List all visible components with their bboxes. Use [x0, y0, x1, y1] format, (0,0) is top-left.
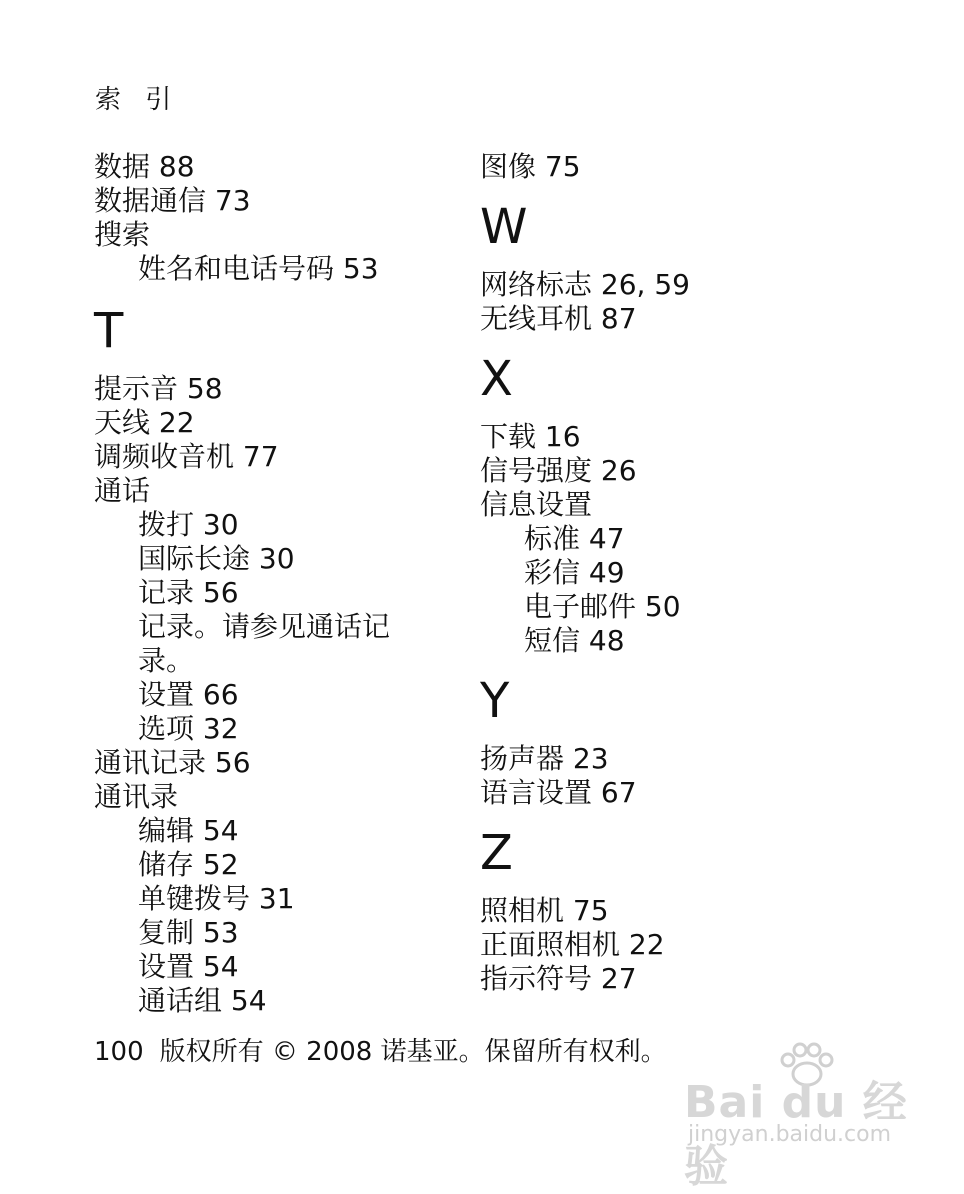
- index-entry: 扬声器 23: [480, 742, 609, 775]
- index-entry: 调频收音机 77: [94, 440, 279, 473]
- watermark-url: jingyan.baidu.com: [688, 1122, 892, 1147]
- index-entry: 无线耳机 87: [480, 302, 637, 335]
- index-entry: 网络标志 26, 59: [480, 268, 690, 301]
- index-entry: 通话: [94, 474, 151, 507]
- index-subentry: 选项 32: [138, 712, 239, 745]
- index-entry: 数据通信 73: [94, 184, 251, 217]
- index-entry: 提示音 58: [94, 372, 223, 405]
- index-entry: 搜索: [94, 218, 151, 251]
- index-entry: 通讯录: [94, 780, 179, 813]
- section-letter: Y: [480, 673, 510, 729]
- index-subentry: 单键拨号 31: [138, 882, 295, 915]
- index-entry: 天线 22: [94, 406, 195, 439]
- index-column-right: [480, 150, 860, 996]
- index-subentry: 复制 53: [138, 916, 239, 949]
- index-subentry: 彩信 49: [524, 556, 625, 589]
- watermark-brand: Bai du 经验: [684, 1077, 908, 1192]
- index-entry: 数据 88: [94, 150, 195, 183]
- index-column-left: [94, 150, 474, 1018]
- index-subentry: 电子邮件 50: [524, 590, 681, 623]
- index-subentry: 记录。请参见通话记录。: [138, 610, 391, 677]
- index-subentry: 记录 56: [138, 576, 239, 609]
- index-subentry: 姓名和电话号码 53: [138, 252, 379, 285]
- index-subentry: 短信 48: [524, 624, 625, 657]
- page-footer: [94, 1034, 667, 1070]
- index-entry: 语言设置 67: [480, 776, 637, 809]
- index-subentry: 编辑 54: [138, 814, 239, 847]
- index-entry: 下载 16: [480, 420, 581, 453]
- section-letter: X: [480, 351, 513, 407]
- section-letter: T: [94, 303, 124, 359]
- index-subentry: 标准 47: [524, 522, 625, 555]
- watermark: [680, 1040, 930, 1192]
- index-entry: 照相机 75: [480, 894, 609, 927]
- section-letter: W: [480, 199, 528, 255]
- index-subentry: 通话组 54: [138, 984, 267, 1017]
- index-entry: 信号强度 26: [480, 454, 637, 487]
- index-entry: 图像 75: [480, 150, 581, 183]
- index-entry: 通讯记录 56: [94, 746, 251, 779]
- page-number: 100: [94, 1037, 144, 1067]
- index-subentry: 拨打 30: [138, 508, 239, 541]
- copyright-text: 版权所有 © 2008 诺基亚。保留所有权利。: [159, 1037, 667, 1067]
- index-entry: 信息设置: [480, 488, 593, 521]
- index-subentry: 国际长途 30: [138, 542, 295, 575]
- index-entry: 指示符号 27: [480, 962, 637, 995]
- index-subentry: 设置 54: [138, 950, 239, 983]
- section-letter: Z: [480, 825, 513, 881]
- index-entry: 正面照相机 22: [480, 928, 665, 961]
- index-subentry: 设置 66: [138, 678, 239, 711]
- page-title: 索 引: [95, 85, 180, 115]
- index-subentry: 储存 52: [138, 848, 239, 881]
